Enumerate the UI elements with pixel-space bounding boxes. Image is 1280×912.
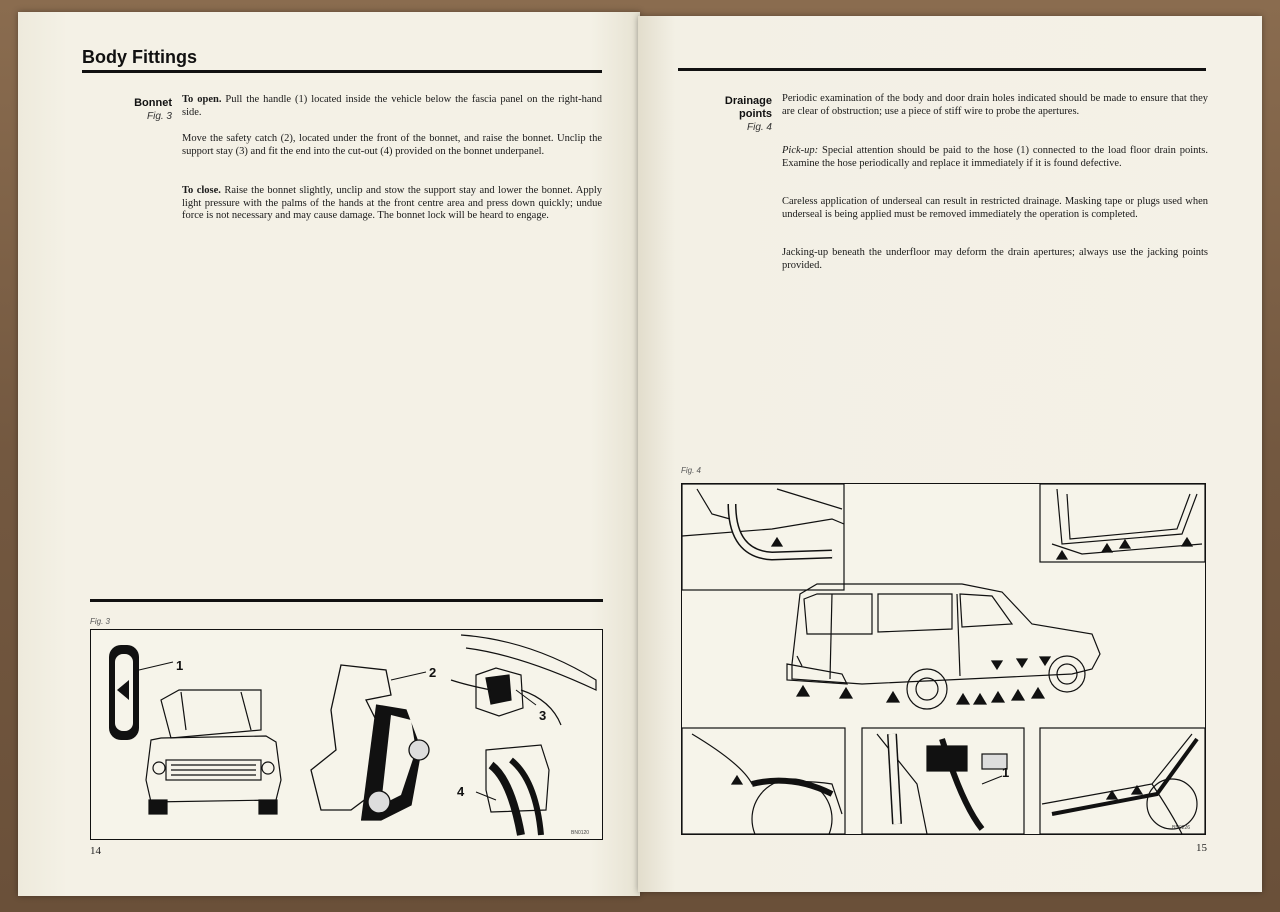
lead-close: To close.	[182, 185, 221, 196]
page-number-left: 14	[90, 845, 101, 857]
callout-1: 1	[176, 658, 184, 673]
paragraph-text: Careless application of underseal can result in restricted drainage. Masking tape or plugs used when underseal is being applied must be removed immediately the operation is completed.	[782, 196, 1208, 220]
figure-code: BN0226	[1172, 825, 1191, 831]
figure-label: Fig. 4	[681, 466, 702, 475]
figure-code: BN0120	[571, 830, 590, 836]
figure-reference: Fig. 3	[146, 111, 172, 122]
title-rule	[82, 70, 602, 73]
paragraph-close	[182, 185, 602, 223]
paragraph-open	[182, 94, 602, 119]
callout-4: 4	[457, 784, 465, 799]
callout-1: 1	[1002, 765, 1010, 780]
page-title: Body Fittings	[82, 47, 197, 67]
paragraph-pickup	[782, 145, 1208, 170]
section-title: Bonnet	[134, 97, 172, 109]
paragraph-underseal	[782, 196, 1208, 221]
lead-pickup: Pick-up:	[782, 145, 819, 156]
section-title-line1: Drainage	[724, 95, 772, 107]
figure-4-drainage	[681, 483, 1206, 835]
section-label-bonnet	[100, 97, 172, 123]
car-front-bonnet-open-icon	[146, 690, 281, 814]
callout-3: 3	[539, 708, 547, 723]
paragraph-text: Raise the bonnet slightly, unclip and stow the support stay and lower the bonnet. Apply light pressure with the palms of the hands at the front centre area and press down quickly; undue force is not necessary and may cause damage. The bonnet lock will be heard to engage.	[182, 185, 602, 221]
bonnet-release-handle-icon	[109, 645, 173, 740]
paragraph-periodic	[782, 93, 1208, 118]
support-stay-cutout-icon	[476, 745, 549, 835]
figure-reference: Fig. 4	[746, 122, 772, 133]
figure-rule	[90, 599, 603, 602]
paragraph-safety-catch	[182, 133, 602, 158]
section-label-drainage	[700, 95, 772, 134]
figure-3-bonnet	[90, 629, 603, 840]
paragraph-text: Special attention should be paid to the hose (1) connected to the load floor drain points. Examine the hose periodically and replace it immediately if it is found defective.	[782, 145, 1208, 169]
support-stay-clip-icon	[451, 635, 596, 725]
figure-label: Fig. 3	[90, 617, 111, 626]
sill-drain-detail-icon	[682, 484, 844, 590]
safety-catch-icon	[311, 665, 429, 820]
paragraph-text: Pull the handle (1) located inside the vehicle below the fascia panel on the right-hand side.	[182, 94, 603, 118]
paragraph-text: Periodic examination of the body and door drain holes indicated should be made to ensure that they are clear of obstruction; use a piece of stiff wire to probe the apertures.	[782, 93, 1208, 117]
lead-open: To open.	[182, 94, 222, 105]
van-drain-points-icon	[787, 584, 1100, 709]
top-rule	[678, 68, 1206, 71]
paragraph-jacking	[782, 247, 1208, 272]
section-title-line2: points	[739, 108, 772, 120]
page-number-right: 15	[1196, 842, 1207, 854]
paragraph-text: Move the safety catch (2), located under the front of the bonnet, and raise the bonnet. Unclip the support stay (3) and fit the end into the cut-out (4) provided on the bonnet underpanel.	[182, 133, 602, 157]
paragraph-text: Jacking-up beneath the underfloor may deform the drain apertures; always use the jacking points provided.	[782, 247, 1208, 271]
callout-2: 2	[429, 665, 437, 680]
